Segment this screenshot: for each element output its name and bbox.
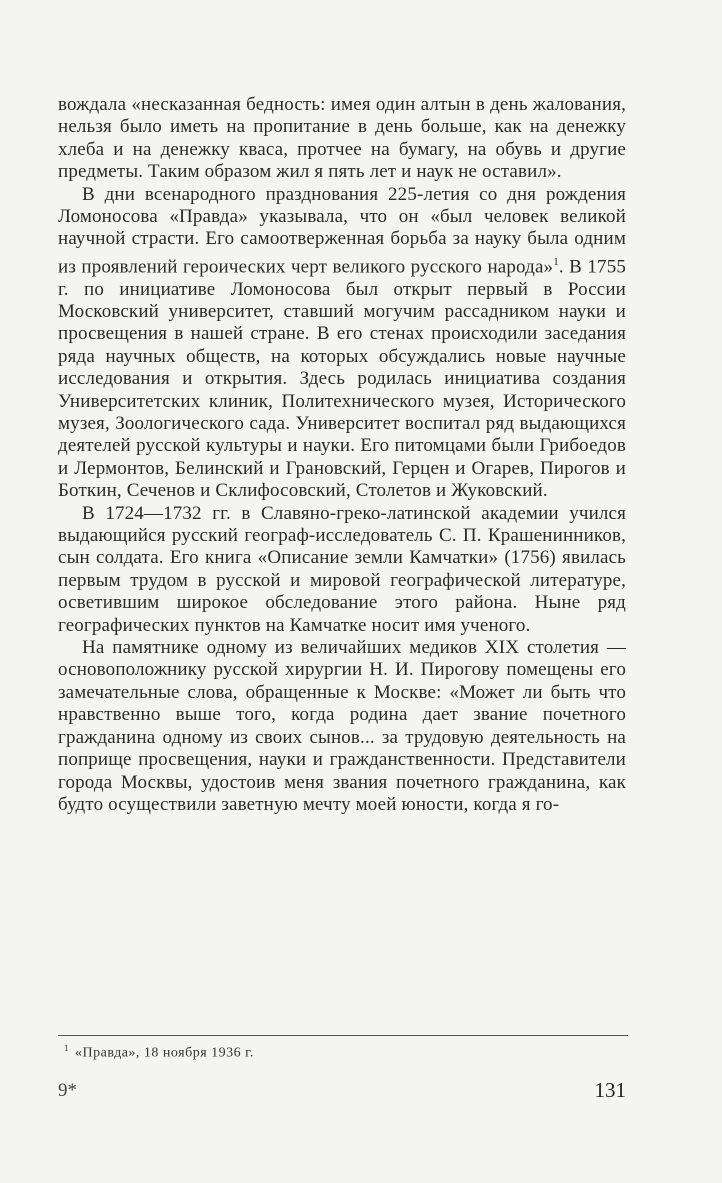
paragraph-1: вождала «несказанная бедность: имея один алтын в день жалования, нельзя было иметь на пропитание в день больше, как на денежку хлеба и на денежку кваса, протчее на бумагу, на обувь и другие предметы. Таким образом жил я пять лет и наук не оставил». <box>58 94 626 183</box>
main-text <box>58 94 626 816</box>
paragraph-4: На памятнике одному из величайших медиков XIX столетия — основоположнику русской хирургии Н. И. Пирогову помещены его замечательные слова, обращенные к Москве: «Может ли быть что нравственно выше того, когда родина дает звание почетного гражданина одному из своих сынов... за трудовую деятельность на поприще просвещения, науки и гражданственности. Представители города Москвы, удостоив меня звания почетного гражданина, как будто осуществили заветную мечту моей юности, когда я го- <box>58 637 626 815</box>
paragraph-2-text-before: В дни всенародного празднования 225-летия со дня рождения Ломоносова «Правда» указывала, что он «был человек великой научной страсти. Его самоотверженная борьба за науку была одним из проявлений героических черт великого русского народа» <box>58 183 626 278</box>
page-number: 131 <box>594 1078 626 1102</box>
paragraph-2 <box>58 184 626 503</box>
footnote-mark: 1 <box>64 1043 69 1053</box>
footnote-text: «Правда», 18 ноября 1936 г. <box>75 1045 254 1061</box>
footnote <box>64 1043 254 1062</box>
paragraph-3: В 1724—1732 гг. в Славяно-греко-латинской академии учился выдающийся русский географ-исследователь С. П. Крашенинников, сын солдата. Его книга «Описание земли Камчатки» (1756) явилась первым трудом в русской и мировой географической литературе, осветившим широкое обследование этого района. Ныне ряд географических пунктов на Камчатке носит имя ученого. <box>58 502 626 636</box>
footnote-divider <box>58 1035 628 1036</box>
paragraph-2-text-after: . В 1755 г. по инициативе Ломоносова был открыт первый в России Московский университет, ставший могучим рассадником науки и просвещения в нашей стране. В его стенах происходили заседания ряда научных обществ, на которых обсуждались новые научные исследования и открытия. Здесь родилась инициатива создания Университетских клиник, Политехнического музея, Исторического музея, Зоологического сада. Университет воспитал ряд выдающихся деятелей русской культуры и науки. Его питомцами были Грибоедов и Лермонтов, Белинский и Грановский, Герцен и Огарев, Пирогов и Боткин, Сеченов и Склифосовский, Столетов и Жуковский. <box>58 256 627 502</box>
footnote-reference: 1 <box>553 255 559 268</box>
signature-mark: 9* <box>58 1080 77 1101</box>
